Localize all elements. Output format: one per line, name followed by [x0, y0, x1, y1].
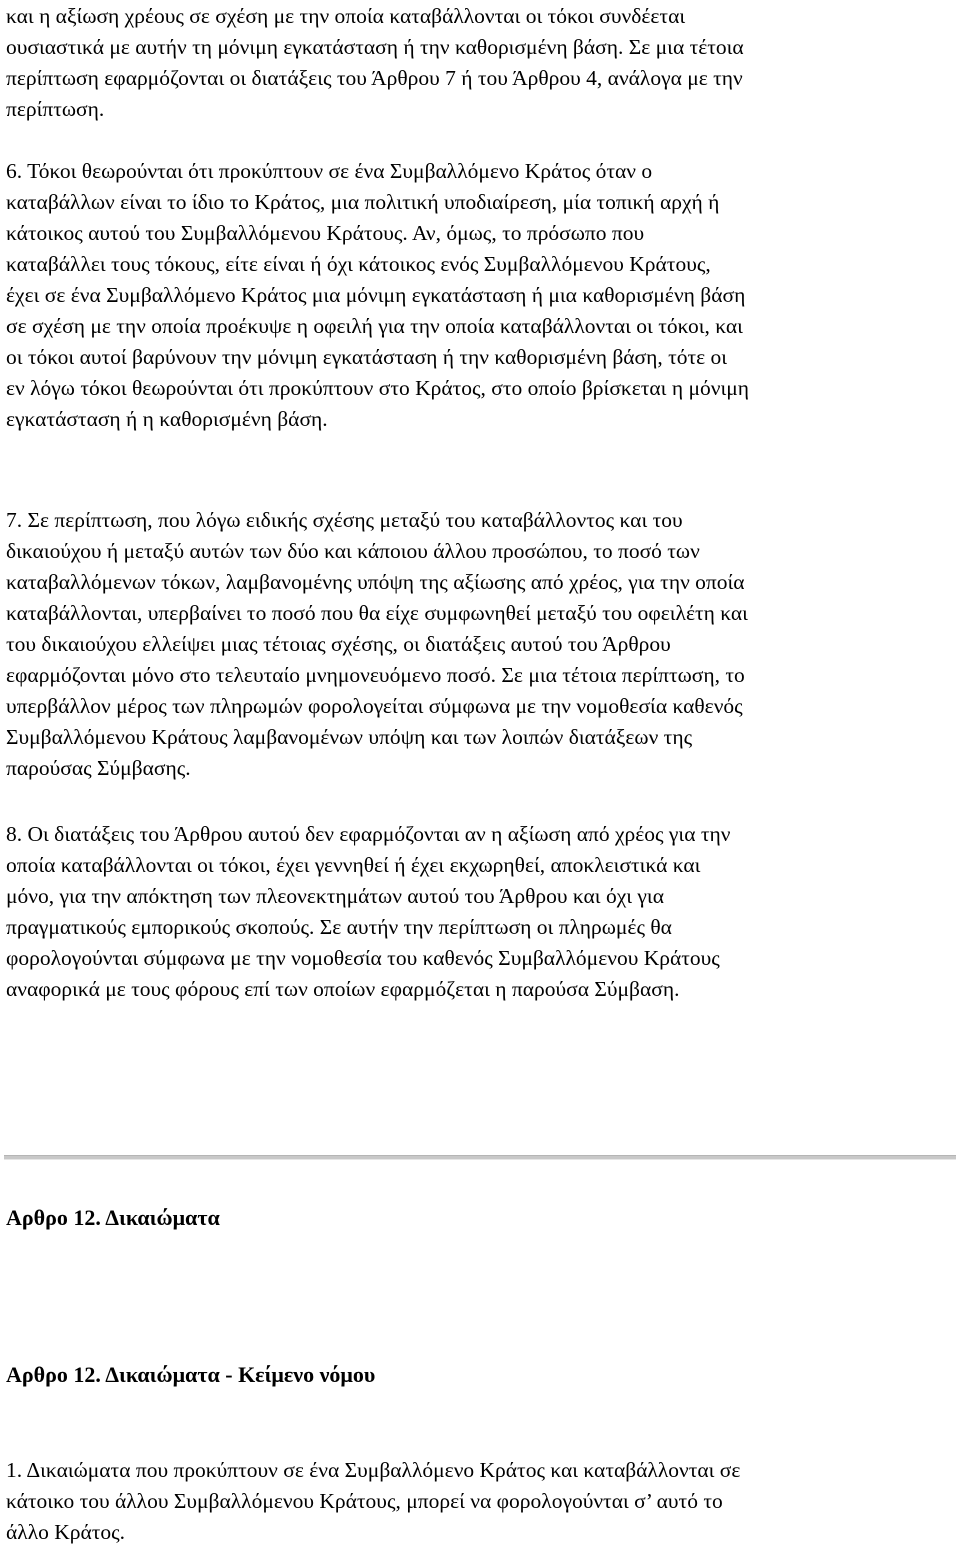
- paragraph-1: 1. Δικαιώματα που προκύπτουν σε ένα Συμβαλλόμενο Κράτος και καταβάλλονται σε κάτοικο του άλλου Συμβαλλόμενου Κράτους, μπορεί να φορολογούνται σ’ αυτό το άλλο Κράτος.: [6, 1458, 741, 1544]
- paragraph-8: 8. Οι διατάξεις του Άρθρου αυτού δεν εφαρμόζονται αν η αξίωση από χρέος για την οποία καταβάλλονται οι τόκοι, έχει γεννηθεί ή έχει εκχωρηθεί, αποκλειστικά και μόνο, για την απόκτηση των πλεονεκτημάτων αυτού του Άρθρου και όχι για πραγματικούς εμπορικούς σκοπούς. Σε αυτήν την περίπτωση οι πληρωμές θα φορολογούνται σύμφωνα με την νομοθεσία του καθενός Συμβαλλόμενου Κράτους αναφορικά με τους φόρους επί των οποίων εφαρμόζεται η παρούσα Σύμβαση.: [6, 822, 731, 1001]
- paragraph-6: 6. Τόκοι θεωρούνται ότι προκύπτουν σε ένα Συμβαλλόμενο Κράτος όταν ο καταβάλλων είναι το ίδιο το Κράτος, μια πολιτική υποδιαίρεση, μία τοπική αρχή ή κάτοικος αυτού του Συμβαλλόμενου Κράτους. Αν, όμως, το πρόσωπο που καταβάλλει τους τόκους, είτε είναι ή όχι κάτοικος ενός Συμβαλλόμενου Κράτους, έχει σε ένα Συμβαλλόμενο Κράτος μια μόνιμη εγκατάσταση ή μια καθορισμένη βάση σε σχέση με την οποία προέκυψε η οφειλή για την οποία καταβάλλονται οι τόκοι, και οι τόκοι αυτοί βαρύνουν την μόνιμη εγκατάσταση ή την καθορισμένη βάση, τότε οι εν λόγω τόκοι θεωρούνται ότι προκύπτουν στο Κράτος, στο οποίο βρίσκεται η μόνιμη εγκατάσταση ή η καθορισμένη βάση.: [6, 159, 750, 431]
- horizontal-divider: [4, 1155, 956, 1160]
- paragraph-continuation: και η αξίωση χρέους σε σχέση με την οποία καταβάλλονται οι τόκοι συνδέεται ουσιαστικά με αυτήν τη μόνιμη εγκατάσταση ή την καθορισμένη βάση. Σε μια τέτοια περίπτωση εφαρμόζονται οι διατάξεις του Άρθρου 7 ή του Άρθρου 4, ανάλογα με την περίπτωση.: [6, 4, 744, 121]
- article-heading: Αρθρο 12. Δικαιώματα: [6, 1205, 220, 1230]
- article-text-heading: Αρθρο 12. Δικαιώματα - Κείμενο νόμου: [6, 1362, 376, 1387]
- paragraph-7: 7. Σε περίπτωση, που λόγω ειδικής σχέσης μεταξύ του καταβάλλοντος και του δικαιούχου ή μεταξύ αυτών των δύο και κάποιου άλλου προσώπου, το ποσό των καταβαλλόμενων τόκων, λαμβανομένης υπόψη της αξίωσης από χρέος, για την οποία καταβάλλονται, υπερβαίνει το ποσό που θα είχε συμφωνηθεί μεταξύ του οφειλέτη και του δικαιούχου ελλείψει μιας τέτοιας σχέσης, οι διατάξεις αυτού του Άρθρου εφαρμόζονται μόνο στο τελευταίο μνημονευόμενο ποσό. Σε μια τέτοια περίπτωση, το υπερβάλλον μέρος των πληρωμών φορολογείται σύμφωνα με την νομοθεσία καθενός Συμβαλλόμενου Κράτους λαμβανομένων υπόψη και των λοιπών διατάξεων της παρούσας Σύμβασης.: [6, 508, 748, 780]
